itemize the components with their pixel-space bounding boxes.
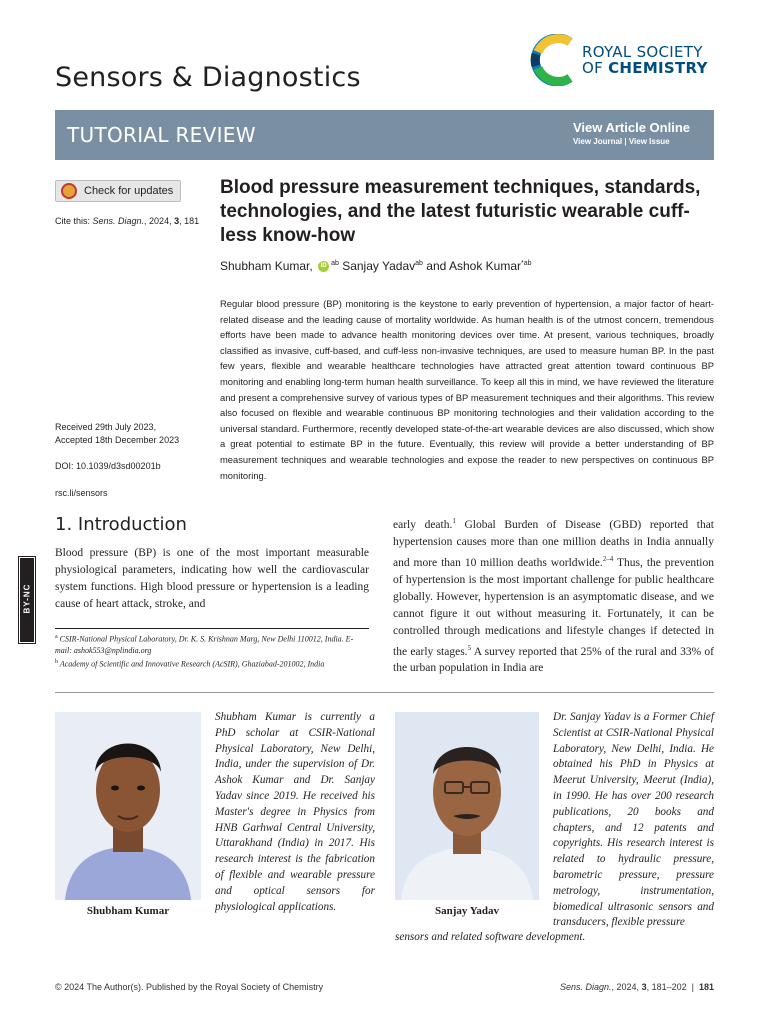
author-photo-sanjay-yadav xyxy=(395,712,539,900)
received-accepted: Received 29th July 2023, Accepted 18th December 2023 xyxy=(55,422,180,445)
intro-paragraph-left: Blood pressure (BP) is one of the most important measurable physiological parameters, indicating how well the cardiovascular system functions. High blood pressure or hypertension is a leading cause of heart attack, stroke, and xyxy=(55,547,369,610)
author-name-caption: Shubham Kumar xyxy=(86,905,170,917)
reference-link[interactable]: 1 xyxy=(452,517,456,525)
footer-copyright: © 2024 The Author(s). Published by the Royal Society of Chemistry xyxy=(55,982,324,992)
cc-license-label: BY-NC xyxy=(22,583,32,614)
author-2: Sanjay Yadav xyxy=(338,259,416,273)
publisher-line1: ROYAL SOCIETY xyxy=(582,43,703,61)
biography-sanjay-yadav-continued: sensors and related software development. xyxy=(395,931,586,943)
section-heading-introduction: 1. Introduction xyxy=(55,514,187,535)
cite-this: Cite this: Sens. Diagn., 2024, 3, 181 xyxy=(55,216,200,226)
journal-title: Sensors & Diagnostics xyxy=(55,62,361,93)
article-type-banner xyxy=(55,110,714,160)
rsc-logo-icon xyxy=(530,34,576,86)
author-1: Shubham Kumar, xyxy=(220,259,313,273)
biography-sanjay-yadav: Dr. Sanjay Yadav is a Former Chief Scientist at CSIR-National Physical Laboratory, New Delhi, India. He obtained his PhD in Physics at Meerut University, Meerut (India), in 1990. He has over 200 research publications, 20 books and chapters, and 12 patents and copyrights. His research interest is related to hydraulic pressure, barometric pressure, pressure metrology, instrumentation, biomedical ultrasonic sensors and transducers, flexible pressure xyxy=(553,711,714,929)
biography-divider xyxy=(55,692,714,693)
check-for-updates-button[interactable] xyxy=(55,180,181,202)
reference-link[interactable]: 5 xyxy=(467,643,472,652)
view-journal-link[interactable]: View Journal xyxy=(572,137,623,146)
orcid-icon[interactable]: iD xyxy=(318,261,329,272)
biography-shubham-kumar: Shubham Kumar is currently a PhD scholar at CSIR-National Physical Laboratory, New Delhi, India, under the supervision of Dr. Ashok Kumar and Dr. Sanjay Yadav since 2019. He received his Master's degree in Physics from HNB Garhwal Central University, Uttarakhand (India) in 2017. His research interest is the fabrication of flexible and wearable pressure and optical sensors for physiological applications. xyxy=(215,711,375,913)
author-list: Shubham Kumar, iD $^{ab}$ Sanjay Yadav$^{ab}$ and Ashok Kumar$^{*ab}$ xyxy=(220,259,532,273)
page-number: 181 xyxy=(698,982,714,992)
publisher-line2: OF CHEMISTRY xyxy=(582,59,708,77)
footnote-divider xyxy=(55,628,369,629)
view-links: View Journal | View Issue xyxy=(572,137,670,146)
author-photo-shubham-kumar xyxy=(55,712,201,900)
article-type-label: TUTORIAL REVIEW xyxy=(67,123,256,147)
banner-links xyxy=(573,120,690,146)
check-updates-icon xyxy=(61,183,77,199)
footnote-a: $^a$ CSIR-National Physical Laboratory, Dr. K. S. Krishnan Marg, New Delhi 110012, India. E-mail: ashok553@nplindia.org xyxy=(55,634,354,656)
rsc-logo[interactable] xyxy=(530,34,720,86)
reference-link[interactable]: 2–4 xyxy=(602,554,614,563)
doi[interactable]: DOI: 10.1039/d3sd00201b xyxy=(55,461,161,471)
affiliation-footnotes xyxy=(55,632,369,670)
author-3: and Ashok Kumar xyxy=(422,259,521,273)
footnote-b: $^b$ Academy of Scientific and Innovative Research (AcSIR), Ghaziabad-201002, India xyxy=(55,658,325,669)
view-issue-link[interactable]: View Issue xyxy=(628,137,670,146)
check-updates-label: Check for updates xyxy=(84,185,174,197)
abstract: Regular blood pressure (BP) monitoring is the keystone to early prevention of hypertension, a major factor of heart-related disease and the leading cause of mortality worldwide. As human health is of the utmost concern, tremendous efforts have been made to advance health monitoring devices over time. At present, various techniques, broadly classified as invasive, cuff-based, and cuff-less non-invasive techniques, are used to measure human BP. In the past few years, flexible and wearable healthcare technologies have attracted great attention toward continuous BP monitoring and enabling long-term human health surveillance. To keep all this in mind, we have reviewed the literature and present a comprehensive survey of various types of BP measurement techniques and their algorithms. This review also focused on flexible and wearable continuous BP monitoring technologies and their validation according to the universal standard. Furthermore, recently developed state-of-the-art wearable devices are also discussed, which show a great potential to estimate BP in the future. Eventually, this review will provide a better understanding of BP measurement techniques and wearable technologies and expose the reader to new perspectives on continuous BP monitoring. xyxy=(220,298,714,481)
view-article-online-link[interactable]: View Article Online xyxy=(572,120,690,135)
article-title: Blood pressure measurement techniques, standards, technologies, and the latest futuristic wearable cuff-less know-how xyxy=(220,177,701,246)
footer-citation: Sens. Diagn., 2024, 3, 181–202 | 181 xyxy=(560,982,714,992)
journal-site-link[interactable]: rsc.li/sensors xyxy=(55,488,108,498)
author-name-caption: Sanjay Yadav xyxy=(434,905,500,917)
cc-license-badge[interactable] xyxy=(18,556,36,644)
intro-paragraph-right: early death.$^1$ Global Burden of Disease (GBD) reported that hypertension causes more than one million deaths in India annually and more than 10 million deaths worldwide.$^{2-4}$ Thus, the prevention of hypertension is the most important challenge for public healthcare globally. However, hypertension is an asymptomatic disease, and we cannot figure it out without measuring it. Fortunately, it can be controlled through medications and lifestyle changes if detected in the early stages.$^5$ A survey reported that 25% of the rural and 33% of the urban population in India are xyxy=(393,517,714,675)
